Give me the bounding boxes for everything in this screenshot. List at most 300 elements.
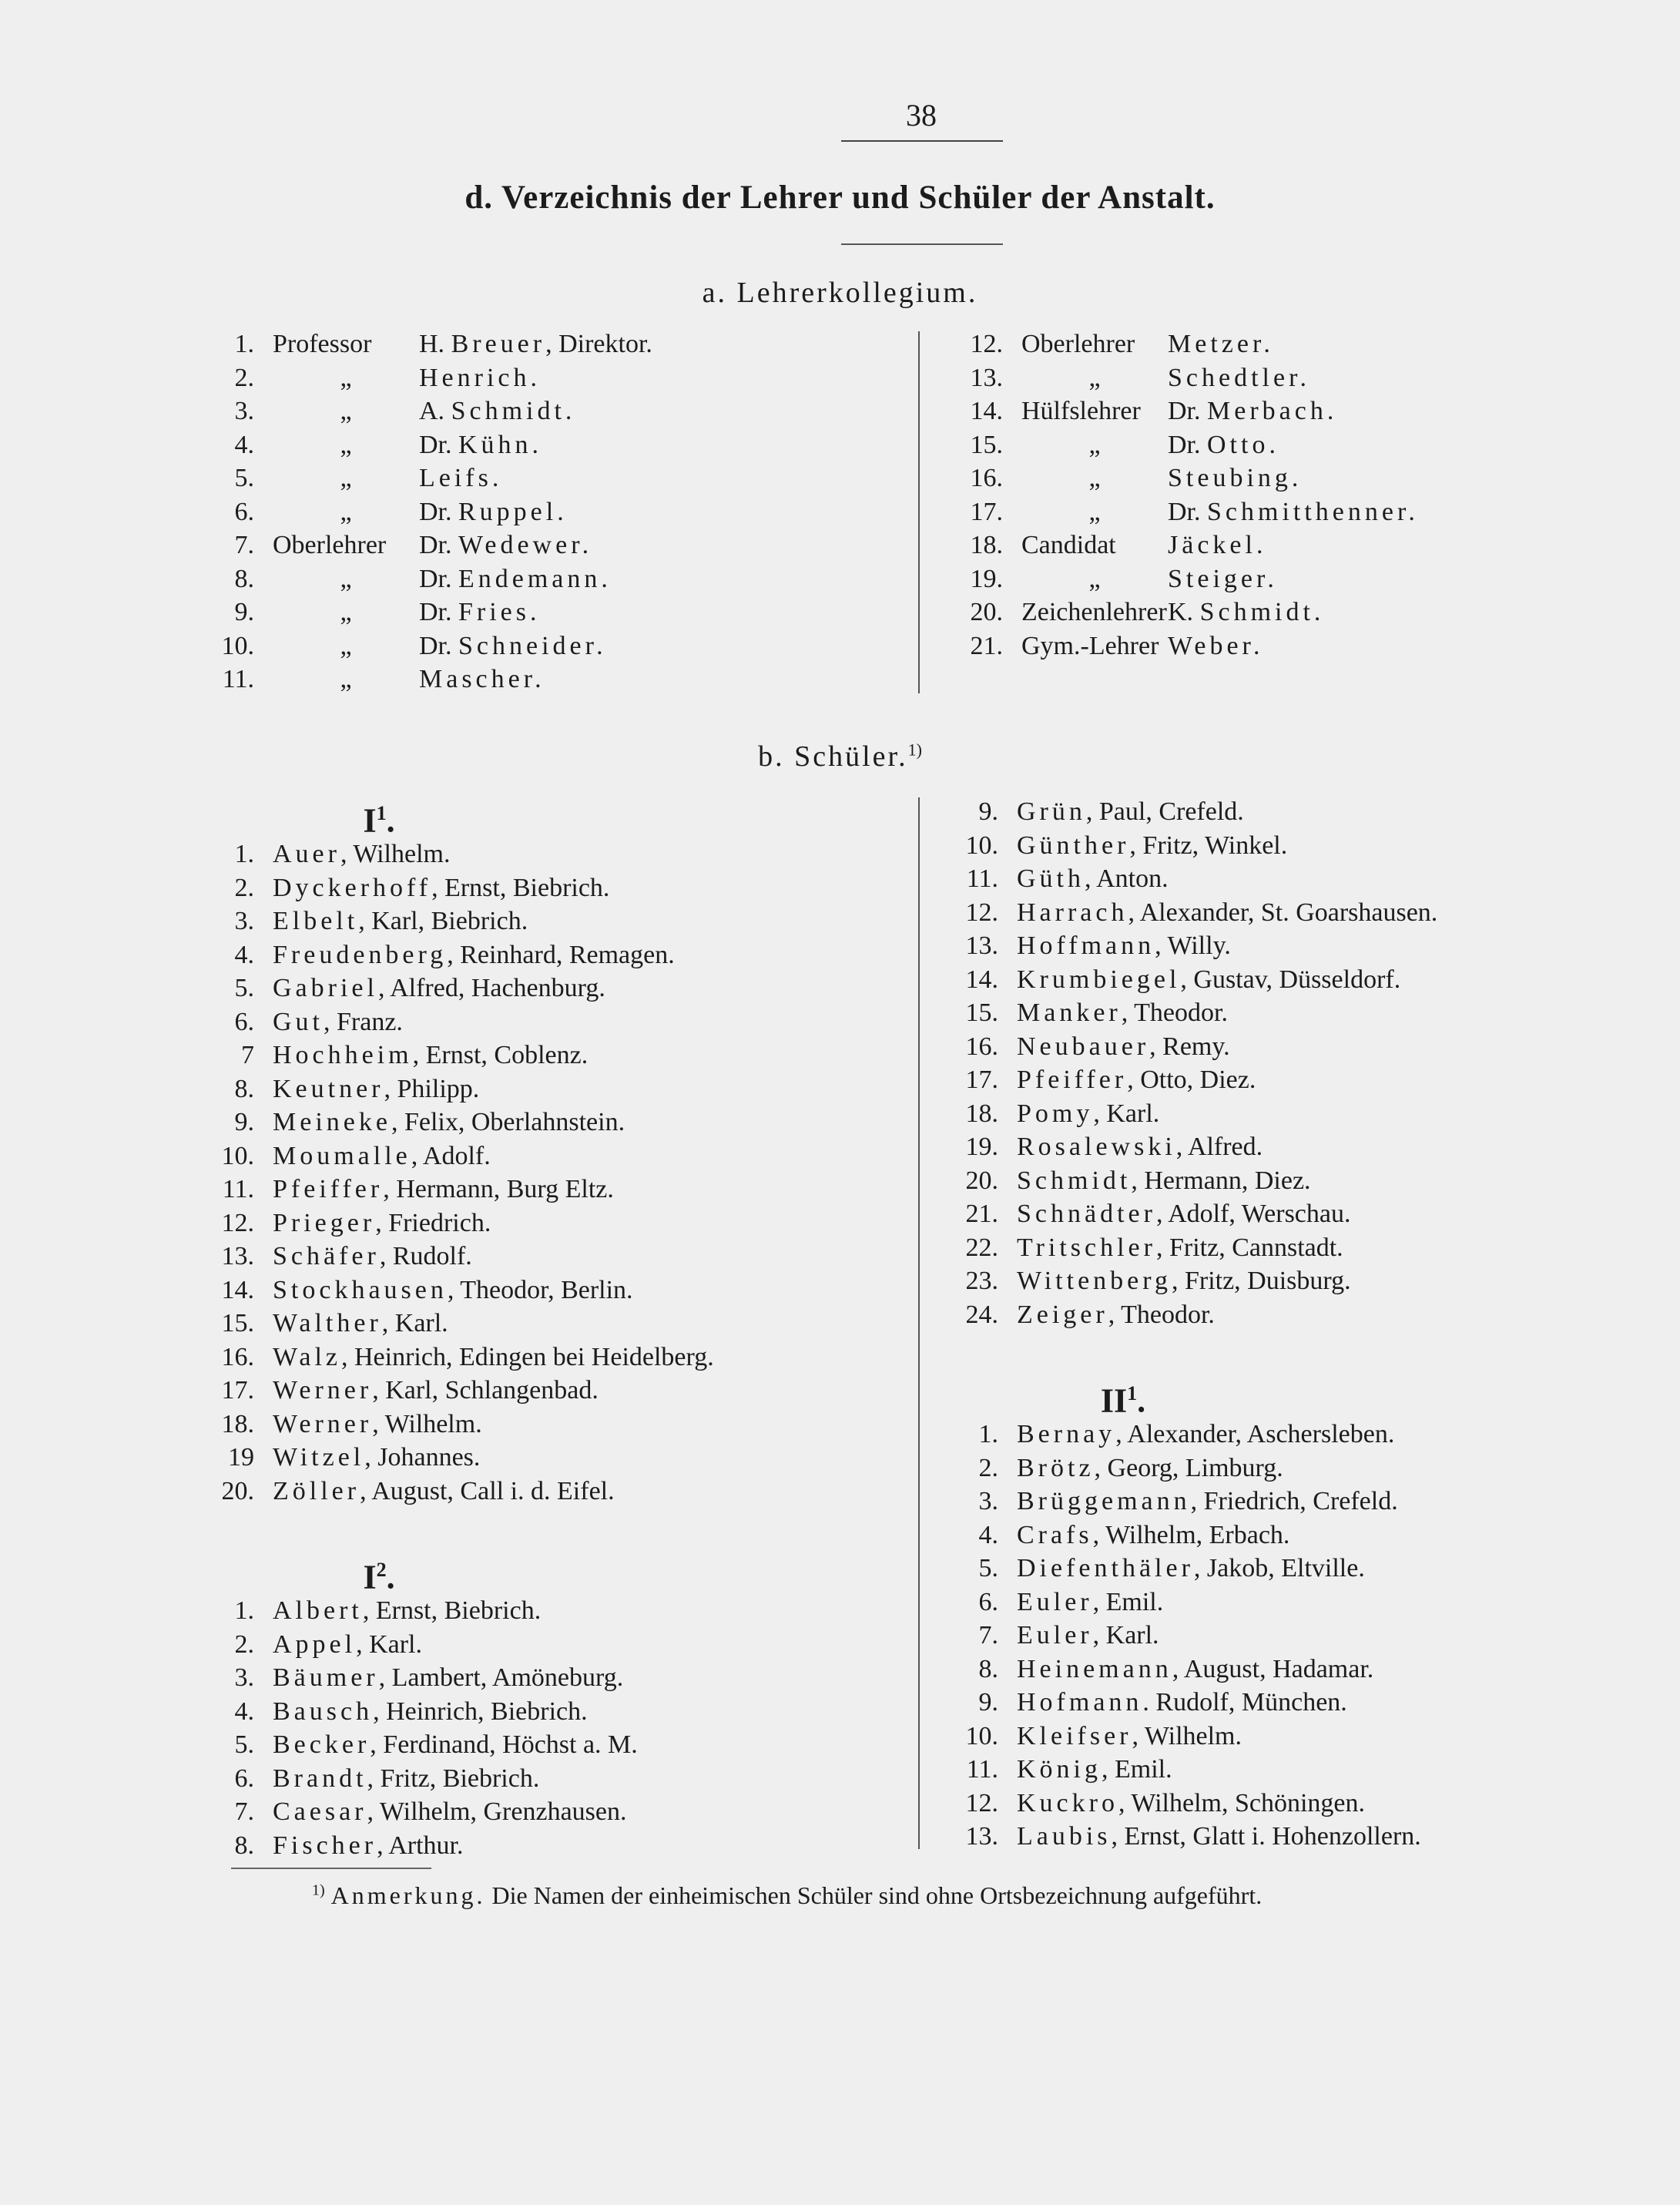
student-details: , Friedrich, Crefeld. bbox=[1190, 1487, 1398, 1515]
teacher-name: Endemann. bbox=[458, 564, 612, 593]
student-entry bbox=[254, 1728, 638, 1762]
student-details: , Wilhelm. bbox=[1132, 1721, 1242, 1750]
student-surname: Brandt bbox=[273, 1764, 367, 1793]
student-entry bbox=[998, 795, 1244, 829]
entry-number: 13. bbox=[965, 931, 998, 960]
student-entry bbox=[998, 1653, 1373, 1686]
student-details: , Wilhelm. bbox=[372, 1409, 482, 1438]
student-row bbox=[202, 1341, 895, 1374]
teacher-entry bbox=[254, 629, 607, 663]
entry-number: 20. bbox=[965, 1166, 998, 1195]
student-row bbox=[946, 1653, 1678, 1686]
teacher-name: Henrich. bbox=[419, 363, 542, 392]
student-row bbox=[202, 1661, 895, 1695]
entry-number: 8. bbox=[234, 1831, 254, 1860]
teacher-name: Schneider. bbox=[458, 631, 607, 660]
student-surname: Brüggemann bbox=[1017, 1487, 1191, 1515]
teacher-entry bbox=[254, 394, 575, 428]
entry-number: 9. bbox=[978, 797, 998, 826]
student-surname: Güth bbox=[1017, 864, 1085, 893]
entry-number: 18. bbox=[965, 1099, 998, 1128]
student-details: , Wilhelm, Schöningen. bbox=[1118, 1788, 1365, 1817]
student-details: , Friedrich. bbox=[375, 1208, 491, 1237]
student-surname: Prieger bbox=[273, 1208, 376, 1237]
student-details: , Ernst, Biebrich. bbox=[362, 1596, 542, 1625]
teacher-name: Schmidt. bbox=[1199, 598, 1325, 626]
teacher-initial: Dr. bbox=[1168, 497, 1207, 526]
student-details: , Adolf, Werschau. bbox=[1155, 1200, 1351, 1228]
entry-number: 12. bbox=[965, 898, 998, 927]
student-details: , Willy. bbox=[1155, 931, 1231, 960]
student-surname: Krumbiegel bbox=[1017, 965, 1181, 994]
student-row bbox=[946, 1452, 1678, 1485]
teacher-row bbox=[202, 596, 652, 629]
entry-number: 16. bbox=[221, 1342, 254, 1371]
entry-number: 15. bbox=[970, 430, 1003, 459]
entry-number: 3. bbox=[978, 1487, 998, 1515]
entry-number: 15. bbox=[221, 1309, 254, 1337]
ditto-mark: „ bbox=[340, 631, 352, 660]
ditto-mark: „ bbox=[340, 397, 352, 425]
student-surname: Zöller bbox=[273, 1476, 360, 1505]
student-entry bbox=[998, 829, 1287, 863]
student-details: . Rudolf, München. bbox=[1142, 1688, 1347, 1717]
student-entry bbox=[998, 1197, 1350, 1231]
student-surname: Elbelt bbox=[273, 907, 359, 935]
students-left-column bbox=[202, 790, 895, 1862]
entry-number: 5. bbox=[234, 974, 254, 1002]
student-details: , Ferdinand, Höchst a. M. bbox=[370, 1730, 638, 1759]
student-entry bbox=[998, 1418, 1394, 1452]
teacher-name: Steubing. bbox=[1168, 464, 1303, 492]
student-row bbox=[946, 996, 1678, 1030]
teacher-entry bbox=[254, 361, 541, 395]
student-surname: Witzel bbox=[273, 1443, 365, 1472]
student-entry bbox=[998, 1519, 1289, 1552]
student-row bbox=[202, 837, 895, 871]
teacher-entry bbox=[1003, 596, 1324, 629]
student-row bbox=[202, 972, 895, 1005]
entry-number: 14. bbox=[221, 1275, 254, 1304]
entry-number: 2. bbox=[234, 363, 254, 392]
teacher-row bbox=[951, 461, 1419, 495]
teacher-initial: Dr. bbox=[419, 531, 458, 559]
student-entry bbox=[254, 1374, 599, 1408]
students-heading-text: b. Schüler. bbox=[758, 740, 908, 773]
ditto-mark: „ bbox=[340, 665, 352, 693]
ditto-mark: „ bbox=[1088, 363, 1101, 392]
entry-number: 5. bbox=[978, 1554, 998, 1582]
student-surname: Heinemann bbox=[1017, 1654, 1172, 1683]
student-row bbox=[946, 829, 1678, 863]
student-surname: Günther bbox=[1017, 831, 1130, 860]
teacher-entry bbox=[254, 596, 541, 629]
student-row bbox=[946, 1298, 1678, 1332]
student-surname: Hoffmann bbox=[1017, 931, 1155, 960]
page-number: 38 bbox=[906, 98, 937, 133]
entry-number: 12. bbox=[970, 330, 1003, 358]
student-entry bbox=[998, 1231, 1343, 1265]
entry-number: 4. bbox=[234, 1697, 254, 1726]
student-surname: Kleifser bbox=[1017, 1721, 1132, 1750]
student-row bbox=[202, 1695, 895, 1729]
student-details: , Theodor. bbox=[1121, 998, 1228, 1027]
entry-number: 20. bbox=[970, 598, 1003, 626]
teacher-rank: Gym.-Lehrer bbox=[1021, 631, 1159, 660]
student-entry bbox=[254, 1408, 482, 1441]
student-entry bbox=[254, 1240, 472, 1274]
student-entry bbox=[254, 1274, 633, 1307]
entry-number: 6. bbox=[234, 1764, 254, 1793]
entry-number: 10. bbox=[221, 631, 254, 660]
student-surname: Crafs bbox=[1017, 1520, 1093, 1549]
student-row bbox=[202, 1628, 895, 1662]
student-details: , August, Hadamar. bbox=[1172, 1654, 1374, 1683]
class-list-I2-part1 bbox=[202, 1594, 895, 1862]
header-rule bbox=[841, 140, 1003, 142]
entry-number: 2. bbox=[234, 873, 254, 902]
student-row bbox=[202, 1374, 895, 1408]
student-entry bbox=[254, 938, 675, 972]
class-list-I1 bbox=[202, 837, 895, 1508]
student-surname: Harrach bbox=[1017, 898, 1128, 927]
teacher-name: Mascher. bbox=[419, 665, 545, 693]
entry-number: 13. bbox=[965, 1822, 998, 1851]
entry-number: 13. bbox=[221, 1242, 254, 1270]
teacher-initial: Dr. bbox=[1168, 397, 1207, 425]
student-row bbox=[946, 1264, 1678, 1298]
student-row bbox=[946, 1485, 1678, 1519]
student-row bbox=[946, 862, 1678, 896]
student-row bbox=[946, 1820, 1678, 1854]
student-surname: Rosalewski bbox=[1017, 1133, 1176, 1161]
student-details: , Fritz, Biebrich. bbox=[367, 1764, 540, 1793]
entry-number: 11. bbox=[966, 1755, 998, 1784]
teacher-entry bbox=[254, 562, 612, 596]
student-surname: Kuckro bbox=[1017, 1788, 1118, 1817]
teacher-initial: Dr. bbox=[419, 497, 458, 526]
teacher-name: Schmidt. bbox=[451, 397, 576, 425]
student-details: , Philipp. bbox=[384, 1074, 480, 1103]
teacher-name: Wedewer. bbox=[458, 531, 593, 559]
student-surname: Albert bbox=[273, 1596, 363, 1625]
ditto-mark: „ bbox=[1088, 430, 1101, 459]
student-row bbox=[946, 896, 1678, 930]
student-row bbox=[202, 1762, 895, 1796]
teacher-name: Steiger. bbox=[1168, 564, 1278, 593]
student-entry bbox=[998, 1063, 1256, 1097]
student-surname: Tritschler bbox=[1017, 1233, 1156, 1262]
teacher-row bbox=[951, 327, 1419, 361]
teacher-initial: K. bbox=[1168, 598, 1200, 626]
student-entry bbox=[254, 904, 528, 938]
entry-number: 9. bbox=[978, 1688, 998, 1717]
teacher-name: Breuer bbox=[451, 330, 546, 358]
student-details: , Arthur. bbox=[377, 1831, 464, 1860]
entry-number: 2. bbox=[978, 1453, 998, 1482]
teacher-initial: Dr. bbox=[1168, 430, 1207, 459]
entry-number: 10. bbox=[221, 1141, 254, 1170]
entry-number: 6. bbox=[234, 1007, 254, 1036]
teacher-name: Metzer. bbox=[1168, 330, 1274, 358]
student-entry bbox=[998, 1720, 1242, 1754]
student-details: , Emil. bbox=[1102, 1755, 1172, 1784]
teacher-rank: Professor bbox=[273, 330, 372, 358]
teacher-entry bbox=[1003, 529, 1266, 562]
student-row bbox=[946, 1030, 1678, 1064]
student-surname: Laubis bbox=[1017, 1822, 1112, 1851]
student-row bbox=[202, 1829, 895, 1863]
student-entry bbox=[254, 1072, 479, 1106]
student-row bbox=[202, 1795, 895, 1829]
student-details: , Fritz, Duisburg. bbox=[1171, 1267, 1351, 1295]
entry-number: 7. bbox=[234, 1797, 254, 1826]
entry-number: 20. bbox=[221, 1476, 254, 1505]
title-rule bbox=[841, 243, 1003, 245]
student-details: , Karl, Biebrich. bbox=[358, 907, 528, 935]
teacher-name: Fries. bbox=[458, 598, 541, 626]
student-surname: Stockhausen bbox=[273, 1275, 448, 1304]
student-row bbox=[946, 1197, 1678, 1231]
entry-number: 21. bbox=[965, 1200, 998, 1228]
students-heading bbox=[0, 740, 1680, 774]
student-entry bbox=[998, 1097, 1159, 1131]
student-details: , Alfred, Hachenburg. bbox=[377, 974, 605, 1002]
page-title: d. Verzeichnis der Lehrer und Schüler der Anstalt. bbox=[464, 180, 1216, 216]
teacher-entry bbox=[1003, 495, 1419, 529]
entry-number: 12. bbox=[221, 1208, 254, 1237]
entry-number: 8. bbox=[978, 1654, 998, 1683]
teacher-name: Weber. bbox=[1168, 631, 1264, 660]
teacher-row bbox=[951, 361, 1419, 395]
student-entry bbox=[254, 871, 609, 905]
footnote-reference: 1) bbox=[907, 740, 922, 760]
ditto-mark: „ bbox=[340, 564, 352, 593]
teacher-row bbox=[202, 394, 652, 428]
student-entry bbox=[998, 1787, 1365, 1821]
student-surname: Neubauer bbox=[1017, 1032, 1150, 1061]
student-surname: Bernay bbox=[1017, 1420, 1116, 1448]
student-surname: Gut bbox=[273, 1007, 324, 1036]
student-surname: Diefenthäler bbox=[1017, 1554, 1194, 1582]
ditto-mark: „ bbox=[1088, 464, 1101, 492]
entry-number: 17. bbox=[221, 1376, 254, 1405]
student-entry bbox=[998, 1130, 1263, 1164]
student-row bbox=[946, 1787, 1678, 1821]
student-details: , Ernst, Glatt i. Hohenzollern. bbox=[1111, 1822, 1421, 1851]
student-surname: Grün bbox=[1017, 797, 1086, 826]
teacher-entry bbox=[1003, 562, 1278, 596]
teacher-row bbox=[202, 562, 652, 596]
entry-number: 16. bbox=[970, 464, 1003, 492]
teacher-entry bbox=[1003, 629, 1264, 663]
student-entry bbox=[998, 1485, 1398, 1519]
entry-number: 9. bbox=[234, 598, 254, 626]
student-details: , Hermann, Diez. bbox=[1131, 1166, 1311, 1195]
student-entry bbox=[254, 1475, 615, 1509]
student-row bbox=[946, 1753, 1678, 1787]
teacher-role: , Direktor. bbox=[545, 330, 652, 358]
student-details: , Alexander, Aschersleben. bbox=[1115, 1420, 1395, 1448]
student-details: , Felix, Oberlahnstein. bbox=[391, 1108, 625, 1136]
student-surname: Meineke bbox=[273, 1108, 391, 1136]
entry-number: 4. bbox=[234, 430, 254, 459]
student-row bbox=[202, 871, 895, 905]
entry-number: 14. bbox=[970, 397, 1003, 425]
student-details: , Rudolf. bbox=[379, 1242, 472, 1270]
student-surname: Schmidt bbox=[1017, 1166, 1132, 1195]
teacher-entry bbox=[1003, 461, 1302, 495]
footnote bbox=[312, 1881, 1262, 1910]
teacher-entry bbox=[1003, 428, 1279, 462]
student-surname: Keutner bbox=[273, 1074, 384, 1103]
student-details: , Karl. bbox=[1092, 1621, 1159, 1650]
teacher-entry bbox=[254, 529, 592, 562]
student-entry bbox=[254, 1628, 422, 1662]
entry-number: 9. bbox=[234, 1108, 254, 1136]
teacher-rank: Zeichenlehrer bbox=[1021, 598, 1167, 626]
teacher-row bbox=[951, 428, 1419, 462]
entry-number: 4. bbox=[234, 940, 254, 969]
teacher-rank: Oberlehrer bbox=[1021, 330, 1135, 358]
entry-number: 10. bbox=[965, 1721, 998, 1750]
column-divider-students bbox=[918, 797, 920, 1849]
entry-number: 10. bbox=[965, 831, 998, 860]
student-entry bbox=[998, 1030, 1230, 1064]
student-row bbox=[202, 1240, 895, 1274]
student-entry bbox=[254, 1795, 626, 1829]
teacher-initial: Dr. bbox=[419, 430, 458, 459]
teacher-name: Schmitthenner. bbox=[1207, 497, 1419, 526]
student-entry bbox=[998, 1164, 1311, 1198]
class-heading-II1: $II^1$. bbox=[1100, 1381, 1146, 1420]
student-entry bbox=[998, 963, 1400, 997]
student-details: , Karl. bbox=[356, 1629, 423, 1659]
footnote-text: Die Namen der einheimischen Schüler sind ohne Ortsbezeichnung aufgeführt. bbox=[491, 1881, 1263, 1909]
student-row bbox=[202, 1307, 895, 1341]
student-surname: Walther bbox=[273, 1309, 382, 1337]
entry-number: 2. bbox=[234, 1629, 254, 1659]
student-surname: Brötz bbox=[1017, 1453, 1095, 1482]
student-details: , Alexander, St. Goarshausen. bbox=[1128, 898, 1438, 927]
student-row bbox=[946, 1519, 1678, 1552]
student-row bbox=[946, 1686, 1678, 1720]
student-row bbox=[202, 1408, 895, 1441]
entry-number: 19. bbox=[970, 564, 1003, 593]
student-surname: Bäumer bbox=[273, 1663, 379, 1692]
student-row bbox=[946, 1097, 1678, 1131]
entry-number: 8. bbox=[234, 1074, 254, 1103]
student-surname: Pomy bbox=[1017, 1099, 1094, 1128]
student-details: , Wilhelm, Grenzhausen. bbox=[367, 1797, 627, 1826]
student-surname: Zeiger bbox=[1017, 1300, 1108, 1329]
entry-number: 7 bbox=[241, 1041, 254, 1069]
teacher-entry bbox=[254, 461, 502, 495]
student-surname: Auer bbox=[273, 840, 340, 868]
student-details: , Theodor. bbox=[1108, 1300, 1215, 1329]
entry-number: 21. bbox=[970, 631, 1003, 660]
entry-number: 15. bbox=[965, 998, 998, 1027]
student-entry bbox=[998, 1298, 1215, 1332]
student-row bbox=[946, 1619, 1678, 1653]
entry-number: 12. bbox=[965, 1788, 998, 1817]
entry-number: 19. bbox=[965, 1133, 998, 1161]
student-details: , Johannes. bbox=[364, 1443, 481, 1472]
student-entry bbox=[998, 1264, 1351, 1298]
student-entry bbox=[998, 929, 1231, 963]
student-surname: König bbox=[1017, 1755, 1102, 1784]
entry-number: 8. bbox=[234, 564, 254, 593]
student-surname: Bausch bbox=[273, 1697, 374, 1726]
teacher-row bbox=[202, 629, 652, 663]
student-surname: Gabriel bbox=[273, 974, 378, 1002]
student-entry bbox=[998, 1820, 1421, 1854]
student-row bbox=[202, 1594, 895, 1628]
entry-number: 1. bbox=[978, 1420, 998, 1448]
student-entry bbox=[254, 1139, 491, 1173]
teacher-row bbox=[202, 361, 652, 395]
entry-number: 3. bbox=[234, 1663, 254, 1692]
footnote-label: Anmerkung. bbox=[330, 1881, 486, 1909]
teacher-initial: Dr. bbox=[419, 564, 458, 593]
student-entry bbox=[998, 1552, 1365, 1586]
entry-number: 16. bbox=[965, 1032, 998, 1061]
student-row bbox=[946, 1130, 1678, 1164]
entry-number: 5. bbox=[234, 1730, 254, 1759]
teacher-row bbox=[951, 562, 1419, 596]
teacher-row bbox=[951, 394, 1419, 428]
entry-number: 18. bbox=[221, 1409, 254, 1438]
student-row bbox=[946, 795, 1678, 829]
teachers-right-column bbox=[951, 327, 1419, 663]
teachers-heading: a. Lehrerkollegium. bbox=[702, 277, 978, 309]
student-entry bbox=[998, 1586, 1163, 1619]
student-row bbox=[946, 1063, 1678, 1097]
student-details: , Otto, Diez. bbox=[1127, 1066, 1256, 1094]
class-list-II1 bbox=[946, 1418, 1678, 1854]
entry-number: 3. bbox=[234, 907, 254, 935]
student-surname: Werner bbox=[273, 1376, 373, 1405]
student-row bbox=[946, 1164, 1678, 1198]
teacher-initial: Dr. bbox=[419, 631, 458, 660]
student-details: , Alfred. bbox=[1175, 1133, 1263, 1161]
entry-number: 6. bbox=[978, 1587, 998, 1616]
student-details: , Theodor, Berlin. bbox=[447, 1275, 633, 1304]
student-details: , Paul, Crefeld. bbox=[1085, 797, 1244, 826]
teacher-initial: Dr. bbox=[419, 598, 458, 626]
entry-number: 7. bbox=[234, 531, 254, 559]
teacher-row bbox=[202, 327, 652, 361]
entry-number: 17. bbox=[970, 497, 1003, 526]
entry-number: 18. bbox=[970, 531, 1003, 559]
class-list-I2-part2 bbox=[946, 795, 1678, 1331]
student-surname: Fischer bbox=[273, 1831, 377, 1860]
student-row bbox=[202, 1173, 895, 1207]
students-right-column bbox=[946, 795, 1678, 1854]
student-entry bbox=[254, 837, 450, 871]
student-entry bbox=[254, 1661, 623, 1695]
student-row bbox=[946, 1231, 1678, 1265]
student-details: , Hermann, Burg Eltz. bbox=[383, 1175, 614, 1203]
student-row bbox=[202, 1441, 895, 1475]
ditto-mark: „ bbox=[340, 497, 352, 526]
entry-number: 19 bbox=[228, 1443, 254, 1472]
entry-number: 23. bbox=[965, 1267, 998, 1295]
teacher-rank: Hülfslehrer bbox=[1021, 397, 1141, 425]
student-row bbox=[202, 1728, 895, 1762]
teacher-entry bbox=[1003, 327, 1274, 361]
student-details: , Anton. bbox=[1085, 864, 1169, 893]
